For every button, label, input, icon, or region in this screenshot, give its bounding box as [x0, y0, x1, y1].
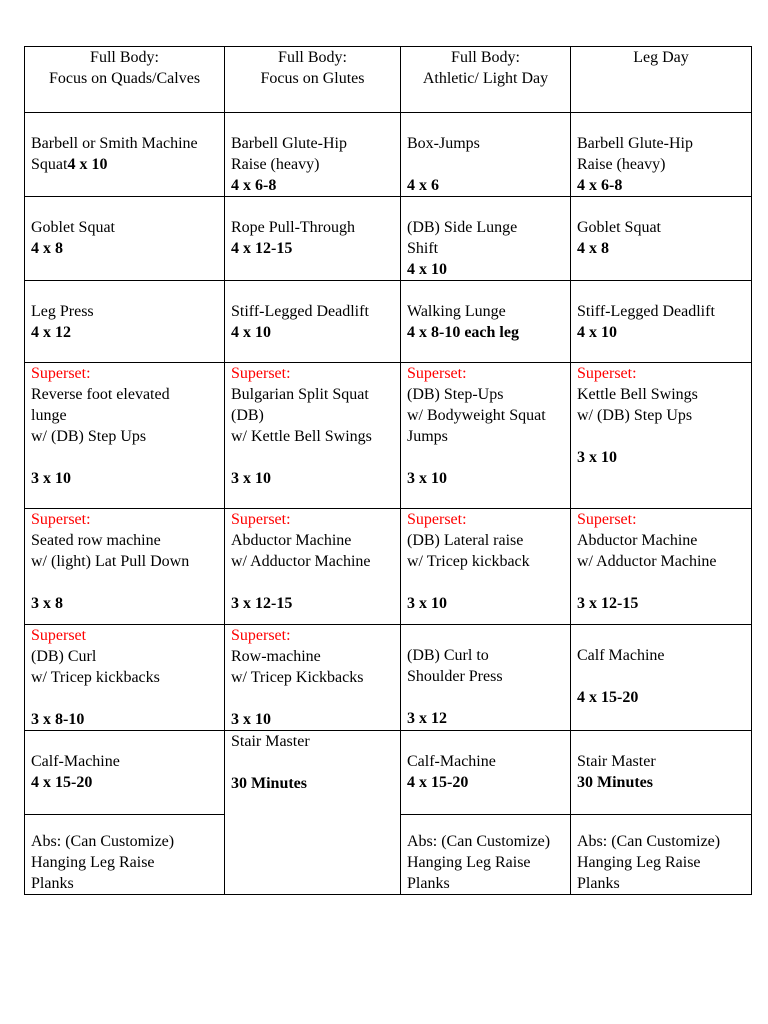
header-athletic-light: Full Body: Athletic/ Light Day	[401, 47, 571, 113]
superset-cell: Superset: Bulgarian Split Squat (DB) w/ Kettle Bell Swings 3 x 10	[225, 363, 401, 509]
table-row	[25, 197, 752, 281]
exercise-cell: Goblet Squat 4 x 8	[25, 197, 225, 281]
abs-cell: Abs: (Can Customize) Hanging Leg Raise Planks	[571, 815, 752, 895]
header-leg-day: Leg Day	[571, 47, 752, 113]
exercise-cell: Stiff-Legged Deadlift 4 x 10	[225, 281, 401, 363]
superset-tag: Superset:	[31, 511, 91, 528]
exercise-cell: (DB) Side Lunge Shift 4 x 10	[401, 197, 571, 281]
table-row	[25, 281, 752, 363]
superset-cell: Superset: Abductor Machine w/ Adductor Machine 3 x 12-15	[225, 509, 401, 625]
superset-cell: Superset: Seated row machine w/ (light) Lat Pull Down 3 x 8	[25, 509, 225, 625]
header-quads-calves: Full Body: Focus on Quads/Calves	[25, 47, 225, 113]
abs-cell: Abs: (Can Customize) Hanging Leg Raise Planks	[401, 815, 571, 895]
superset-tag: Superset:	[407, 511, 467, 528]
exercise-cell: Barbell or Smith Machine Squat4 x 10	[25, 113, 225, 197]
header-row	[25, 47, 752, 113]
table-row	[25, 363, 752, 509]
exercise-cell: Calf Machine 4 x 15-20	[571, 625, 752, 731]
exercise-cell: Barbell Glute-Hip Raise (heavy) 4 x 6-8	[571, 113, 752, 197]
exercise-cell: Stair Master 30 Minutes	[225, 731, 401, 895]
superset-tag: Superset:	[231, 511, 291, 528]
superset-tag: Superset:	[231, 365, 291, 382]
exercise-cell: Leg Press 4 x 12	[25, 281, 225, 363]
table-row	[25, 113, 752, 197]
exercise-cell: Stair Master 30 Minutes	[571, 731, 752, 815]
table-row	[25, 509, 752, 625]
superset-cell: Superset: Abductor Machine w/ Adductor Machine 3 x 12-15	[571, 509, 752, 625]
superset-cell: Superset: (DB) Lateral raise w/ Tricep kickback 3 x 10	[401, 509, 571, 625]
exercise-cell: (DB) Curl to Shoulder Press 3 x 12	[401, 625, 571, 731]
header-glutes: Full Body: Focus on Glutes	[225, 47, 401, 113]
exercise-cell: Calf-Machine 4 x 15-20	[401, 731, 571, 815]
superset-cell: Superset: Kettle Bell Swings w/ (DB) Step Ups 3 x 10	[571, 363, 752, 509]
superset-cell: Superset: (DB) Step-Ups w/ Bodyweight Squat Jumps 3 x 10	[401, 363, 571, 509]
superset-cell: Superset: Reverse foot elevated lunge w/ (DB) Step Ups 3 x 10	[25, 363, 225, 509]
superset-tag: Superset:	[577, 511, 637, 528]
exercise-cell: Calf-Machine 4 x 15-20	[25, 731, 225, 815]
exercise-cell: Stiff-Legged Deadlift 4 x 10	[571, 281, 752, 363]
exercise-cell: Box-Jumps 4 x 6	[401, 113, 571, 197]
superset-tag: Superset:	[31, 365, 91, 382]
exercise-cell: Rope Pull-Through 4 x 12-15	[225, 197, 401, 281]
exercise-cell: Barbell Glute-Hip Raise (heavy) 4 x 6-8	[225, 113, 401, 197]
superset-tag: Superset	[31, 627, 87, 644]
abs-cell: Abs: (Can Customize) Hanging Leg Raise Planks	[25, 815, 225, 895]
table-row	[25, 625, 752, 731]
superset-cell: Superset (DB) Curl w/ Tricep kickbacks 3 x 8-10	[25, 625, 225, 731]
workout-table	[24, 46, 752, 895]
superset-tag: Superset:	[407, 365, 467, 382]
exercise-cell: Goblet Squat 4 x 8	[571, 197, 752, 281]
superset-tag: Superset:	[577, 365, 637, 382]
exercise-cell: Walking Lunge 4 x 8-10 each leg	[401, 281, 571, 363]
superset-tag: Superset:	[231, 627, 291, 644]
table-row	[25, 731, 752, 815]
superset-cell: Superset: Row-machine w/ Tricep Kickbacks 3 x 10	[225, 625, 401, 731]
